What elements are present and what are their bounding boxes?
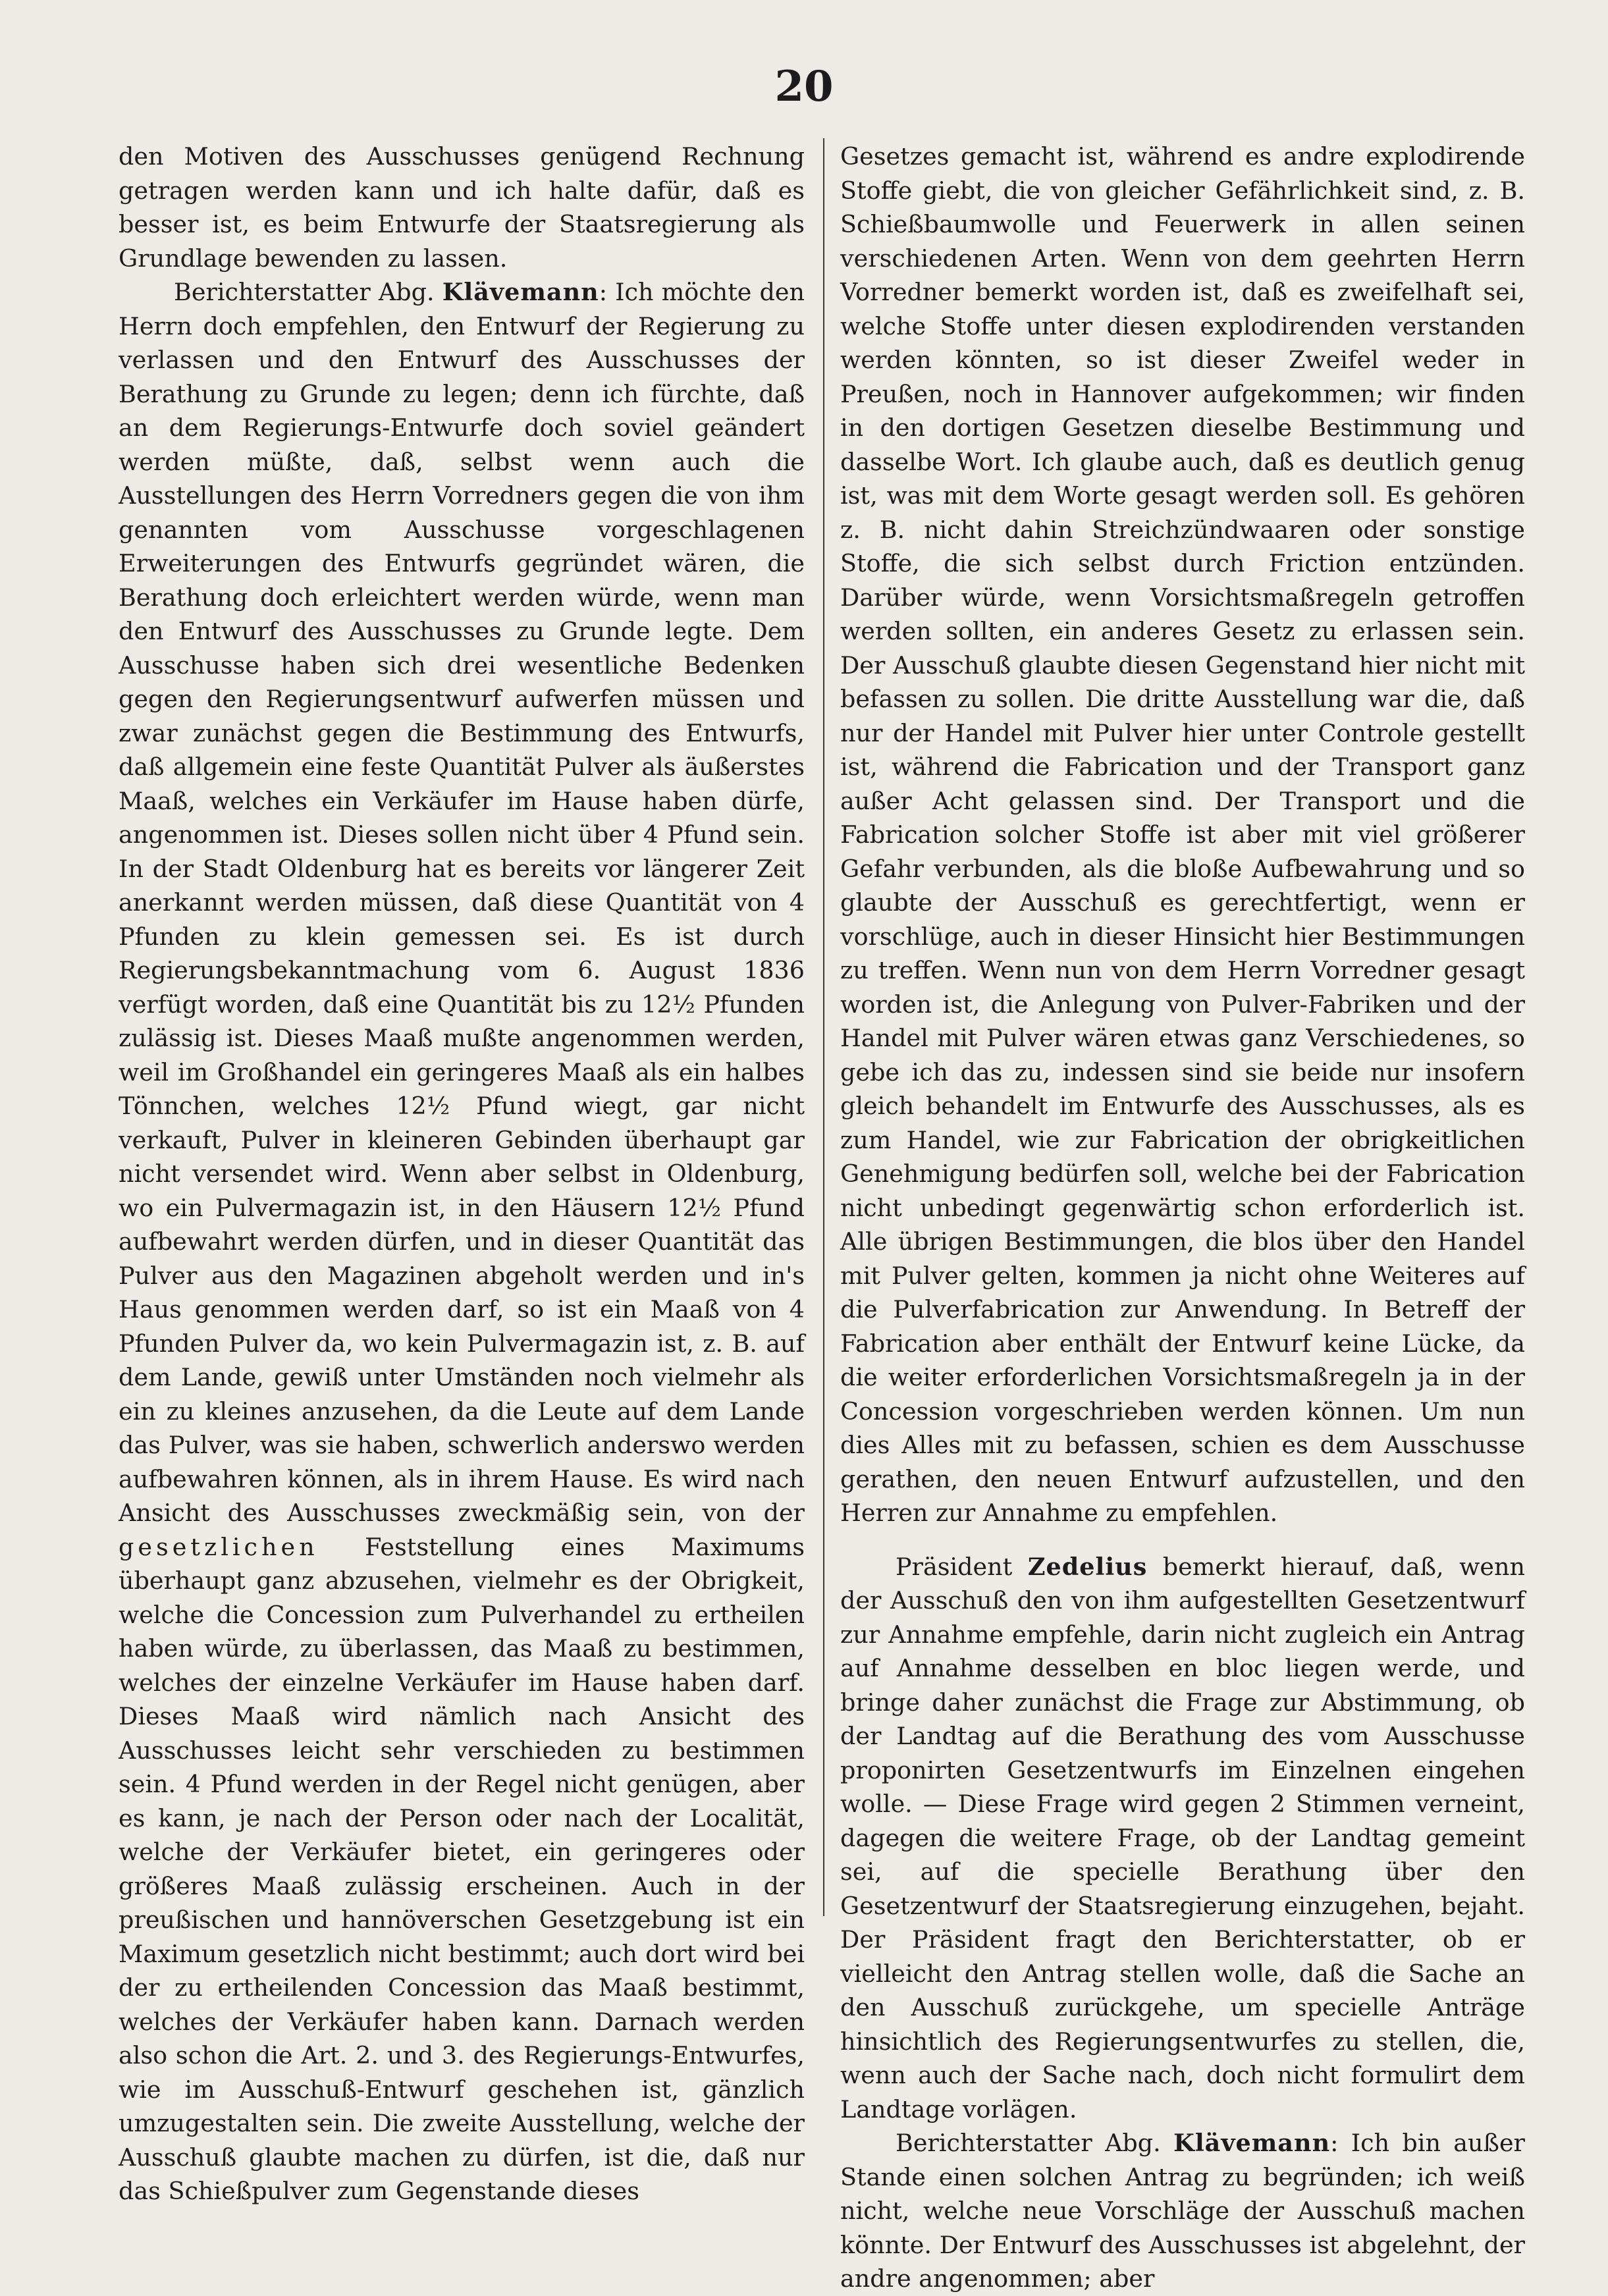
speaker-title: Präsident — [896, 1552, 1013, 1581]
paragraph-text: Feststellung eines Maximums überhaupt ganz abzusehen, vielmehr es der Obrigkeit, welche die Concession zum Pulverhandel zu ertheilen haben würde, zu überlassen, das Maaß zu bestimmen, welches der einzelne Verkäufer im Hause haben darf. Dieses Maaß wird nämlich nach Ansicht des Ausschusses leicht sehr verschieden zu bestimmen sein. 4 Pfund werden in der Regel nicht genügen, aber es kann, je nach der Person oder nach der Localität, welche der Verkäufer bietet, ein geringeres oder größeres Maaß zulässig erscheinen. Auch in der preußischen und hannöverschen Gesetzgebung ist ein Maximum gesetzlich nicht bestimmt; auch dort wird bei der zu ertheilenden Concession das Maaß bestimmt, welches der Verkäufer haben kann. Darnach werden also schon die Art. 2. und 3. des Regierungs-Entwurfes, wie im Ausschuß-Entwurf geschehen ist, gänzlich umzugestalten sein. Die zweite Ausstellung, welche der Ausschuß glaubte machen zu dürfen, ist die, daß nur das Schießpulver zum Gegenstande dieses — [119, 1532, 805, 2205]
paragraph — [840, 2126, 1525, 2296]
paragraph-text: bemerkt hierauf, daß, wenn der Ausschuß den von ihm aufgestellten Gesetzentwurf zur Annahme empfehle, darin nicht zugleich ein Antrag auf Annahme desselben en bloc liegen werde, und bringe daher zunächst die Frage zur Abstimmung, ob der Landtag auf die Berathung des vom Ausschusse proponirten Gesetzentwurfs im Einzelnen eingehen wolle. — Diese Frage wird gegen 2 Stimmen verneint, dagegen die weitere Frage, ob der Landtag gemeint sei, auf die specielle Berathung über den Gesetzentwurf der Staatsregierung einzugehen, bejaht. Der Präsident fragt den Berichterstatter, ob er vielleicht den Antrag stellen wolle, daß die Sache an den Ausschuß zurückgehe, um specielle Anträge hinsichtlich des Regierungsentwurfes zu stellen, die, wenn auch der Sache nach, doch nicht formulirt dem Landtage vorlägen. — [840, 1552, 1525, 2123]
speaker-title: Berichterstatter Abg. — [174, 278, 435, 306]
speaker-name: Klävemann — [442, 278, 599, 306]
speaker-title: Berichterstatter Abg. — [896, 2129, 1161, 2157]
page-number: 20 — [774, 62, 834, 111]
right-column — [840, 140, 1525, 2296]
paragraph-text: : Ich bin außer Stande einen solchen Antrag zu begründen; ich weiß nicht, welche neue Vorschläge der Ausschuß machen könnte. Der Entwurf des Ausschusses ist abgelehnt, der andre angenommen; aber — [840, 2129, 1525, 2293]
paragraph-text: : Ich möchte den Herrn doch empfehlen, den Entwurf der Regierung zu verlassen und den Entwurf des Ausschusses der Berathung zu Grunde zu legen; denn ich fürchte, daß an dem Regierungs-Entwurfe doch soviel geändert werden müßte, daß, selbst wenn auch die Ausstellungen des Herrn Vorredners gegen die von ihm genannten vom Ausschusse vorgeschlagenen Erweiterungen des Entwurfs gegründet wären, die Berathung doch erleichtert werden würde, wenn man den Entwurf des Ausschusses zu Grunde legte. Dem Ausschusse haben sich drei wesentliche Bedenken gegen den Regierungsentwurf aufwerfen müssen und zwar zunächst gegen die Bestimmung des Entwurfs, daß allgemein eine feste Quantität Pulver als äußerstes Maaß, welches ein Verkäufer im Hause haben dürfe, angenommen ist. Dieses sollen nicht über 4 Pfund sein. In der Stadt Oldenburg hat es bereits vor längerer Zeit anerkannt werden müssen, daß diese Quantität von 4 Pfunden zu klein gemessen sei. Es ist durch Regierungsbekanntmachung vom 6. August 1836 verfügt worden, daß eine Quantität bis zu 12½ Pfunden zulässig ist. Dieses Maaß mußte angenommen werden, weil im Großhandel ein geringeres Maaß als ein halbes Tönnchen, welches 12½ Pfund wiegt, gar nicht verkauft, Pulver in kleineren Gebinden überhaupt gar nicht versendet wird. Wenn aber selbst in Oldenburg, wo ein Pulvermagazin ist, in den Häusern 12½ Pfund aufbewahrt werden dürfen, und in dieser Quantität das Pulver aus den Magazinen abgeholt werden und in's Haus genommen werden darf, so ist ein Maaß von 4 Pfunden Pulver da, wo kein Pulvermagazin ist, z. B. auf dem Lande, gewiß unter Umständen noch vielmehr als ein zu kleines anzusehen, da die Leute auf dem Lande das Pulver, was sie haben, schwerlich anderswo werden aufbewahren können, als in ihrem Hause. Es wird nach Ansicht des Ausschusses zweckmäßig sein, von der — [119, 278, 805, 1527]
speaker-name: Zedelius — [1027, 1552, 1148, 1581]
speaker-name: Klävemann — [1173, 2129, 1331, 2157]
paragraph — [119, 275, 805, 2208]
column-divider — [823, 138, 824, 1916]
emphasized-word: gesetzlichen — [119, 1532, 319, 1561]
paragraph: den Motiven des Ausschusses genügend Rechnung getragen werden kann und ich halte dafür, daß es besser ist, es beim Entwurfe der Staatsregierung als Grundlage bewenden zu lassen. — [119, 142, 805, 273]
paragraph: Gesetzes gemacht ist, während es andre explodirende Stoffe giebt, die von gleicher Gefährlichkeit sind, z. B. Schießbaumwolle und Feuerwerk in allen seinen verschiedenen Arten. Wenn von dem geehrten Herrn Vorredner bemerkt worden ist, daß es zweifelhaft sei, welche Stoffe unter diesen explodirenden verstanden werden könnten, so ist dieser Zweifel weder in Preußen, noch in Hannover aufgekommen; wir finden in den dortigen Gesetzen dieselbe Bestimmung und dasselbe Wort. Ich glaube auch, daß es deutlich genug ist, was mit dem Worte gesagt werden soll. Es gehören z. B. nicht dahin Streichzündwaaren oder sonstige Stoffe, die sich selbst durch Friction entzünden. Darüber würde, wenn Vorsichtsmaßregeln getroffen werden sollten, ein anderes Gesetz zu erlassen sein. Der Ausschuß glaubte diesen Gegenstand hier nicht mit befassen zu sollen. Die dritte Ausstellung war die, daß nur der Handel mit Pulver hier unter Controle gestellt ist, während die Fabrication und der Transport ganz außer Acht gelassen sind. Der Transport und die Fabrication solcher Stoffe ist aber mit viel größerer Gefahr verbunden, als die bloße Aufbewahrung und so glaubte der Ausschuß es gerechtfertigt, wenn er vorschlüge, auch in dieser Hinsicht hier Bestimmungen zu treffen. Wenn nun von dem Herrn Vorredner gesagt worden ist, die Anlegung von Pulver-Fabriken und der Handel mit Pulver wären etwas ganz Verschiedenes, so gebe ich das zu, indessen sind sie beide nur insofern gleich behandelt im Entwurfe des Ausschusses, als es zum Handel, wie zur Fabrication der obrigkeitlichen Genehmigung bedürfen soll, welche bei der Fabrication nicht unbedingt gegenwärtig schon erforderlich ist. Alle übrigen Bestimmungen, die blos über den Handel mit Pulver gelten, kommen ja nicht ohne Weiteres auf die Pulverfabrication zur Anwendung. In Betreff der Fabrication aber enthält der Entwurf keine Lücke, da die weiter erforderlichen Vorsichtsmaßregeln ja in der Concession vorgeschrieben werden können. Um nun dies Alles mit zu befassen, schien es dem Ausschusse gerathen, den neuen Entwurf aufzustellen, und den Herren zur Annahme zu empfehlen. — [840, 142, 1525, 1527]
paragraph — [840, 1550, 1525, 2127]
left-column — [119, 140, 805, 2208]
